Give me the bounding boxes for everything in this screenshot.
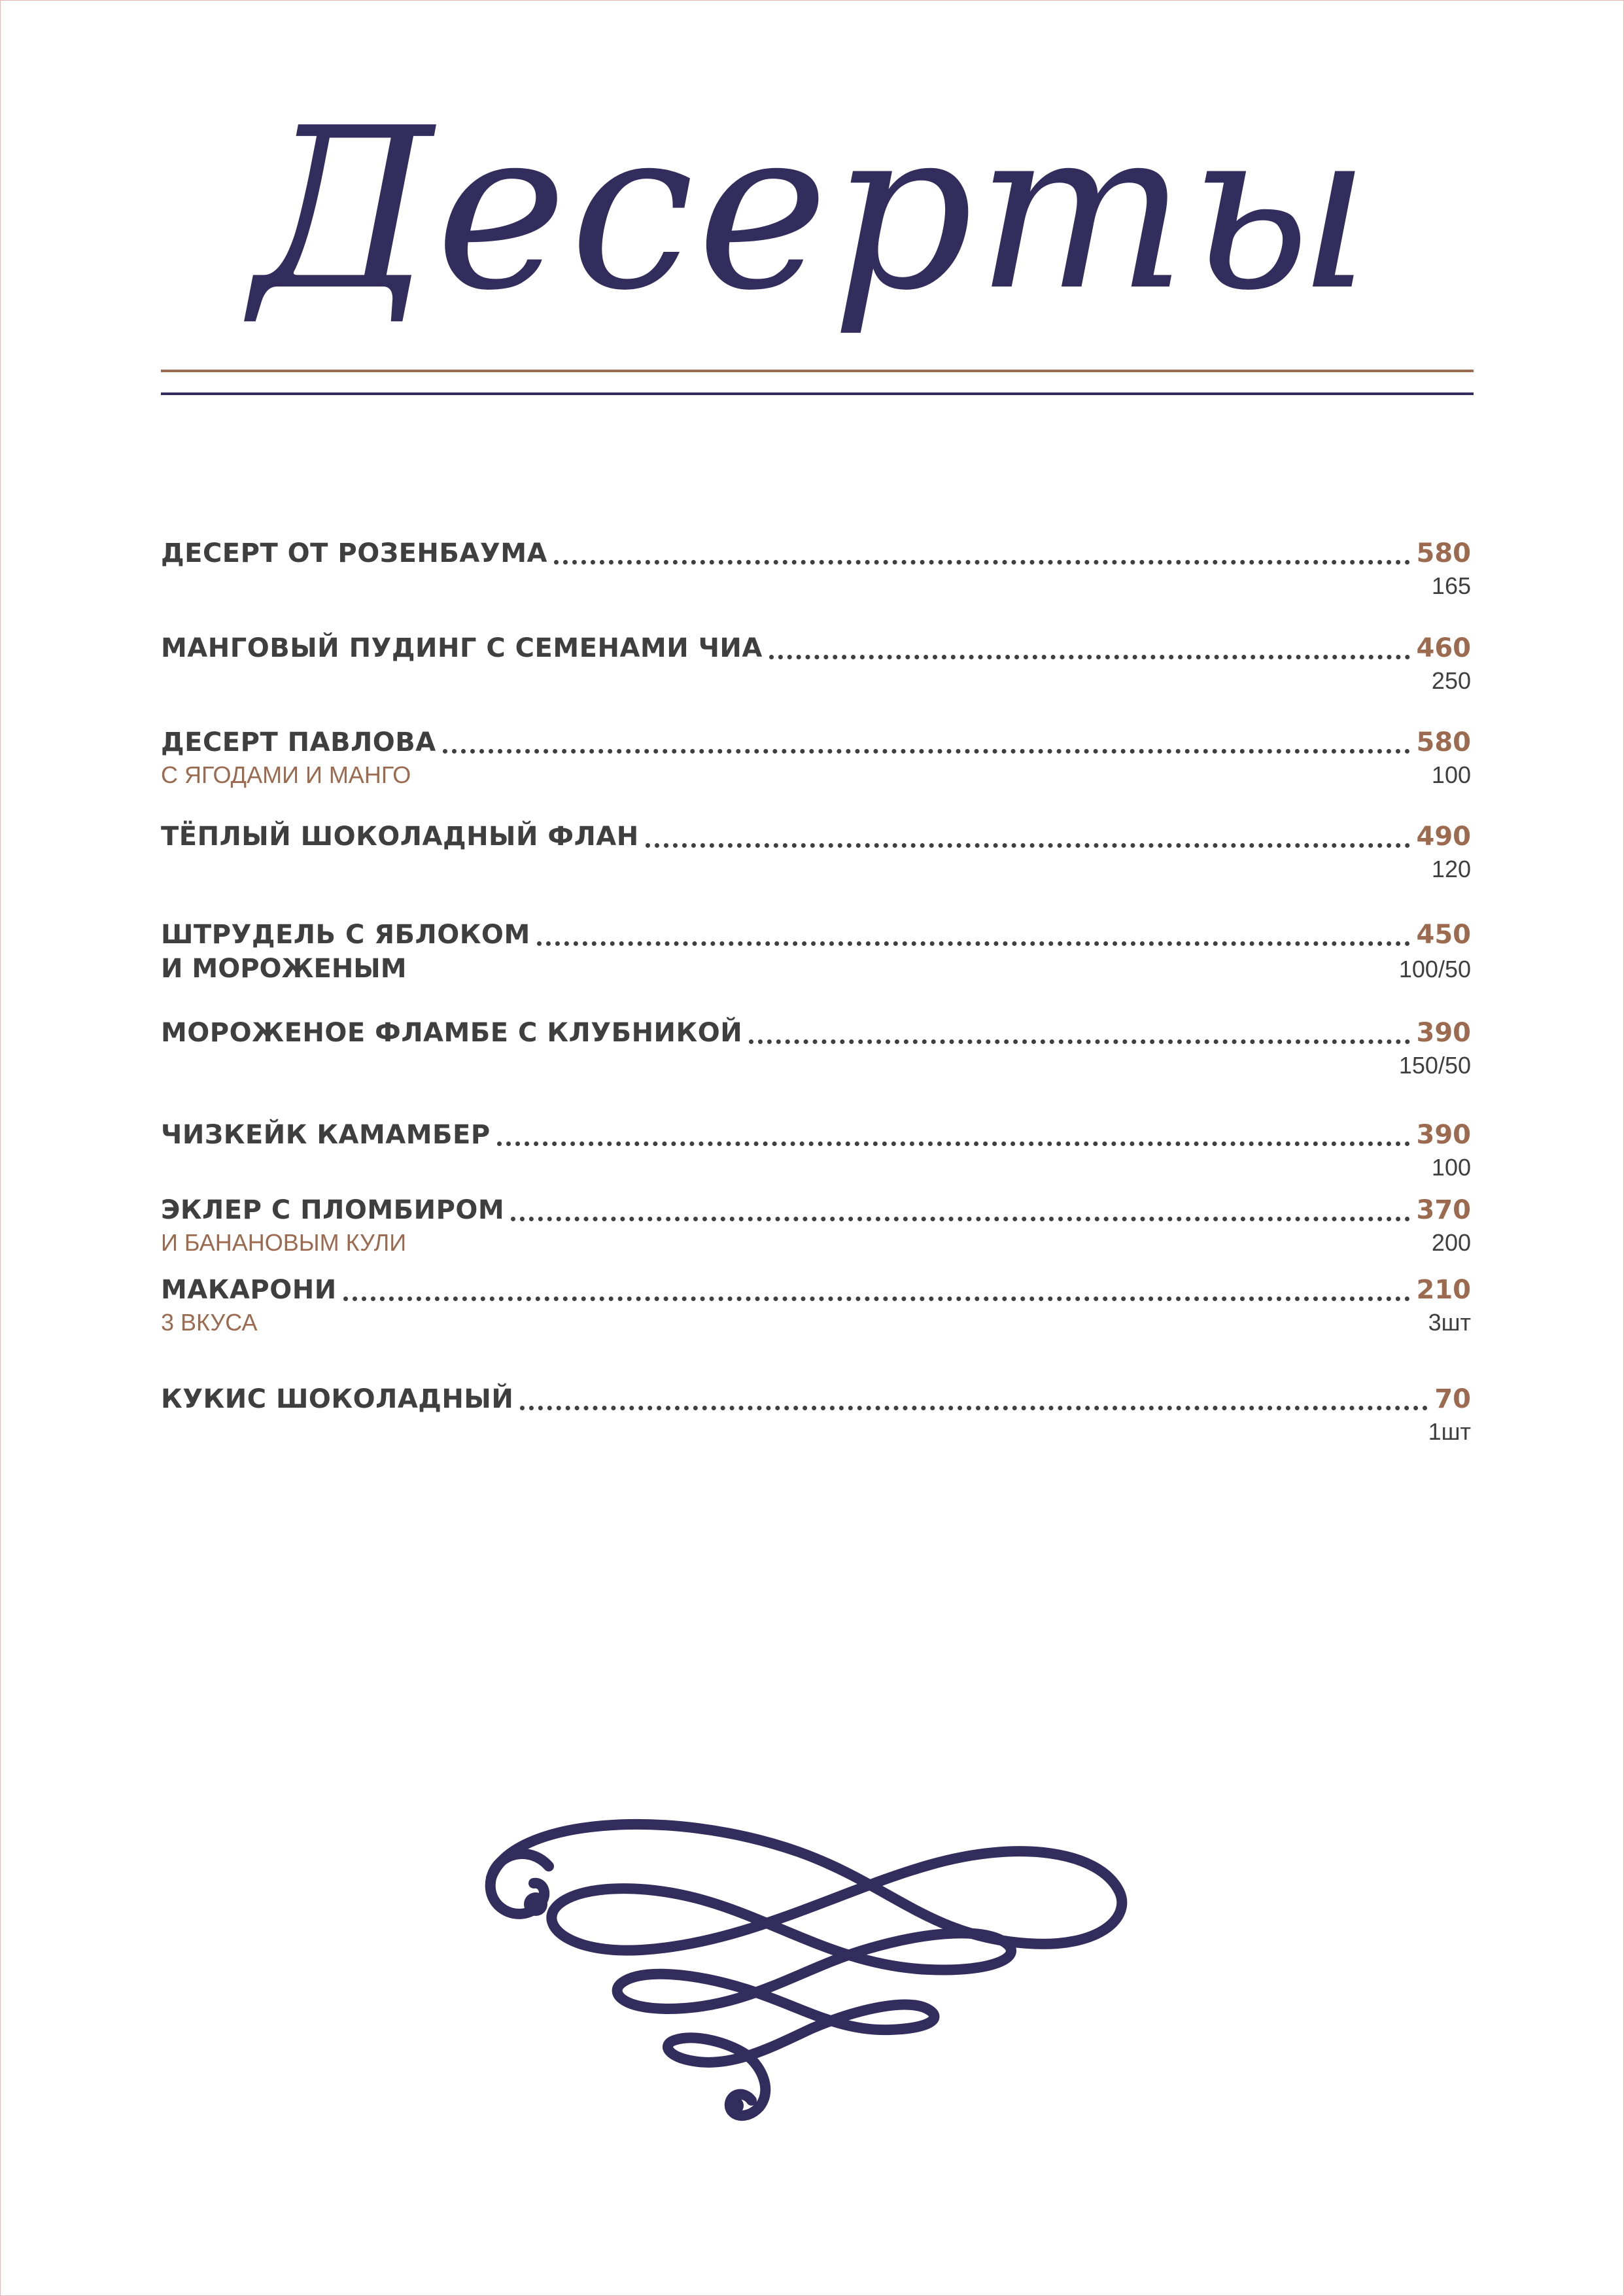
item-price: 580 [1416, 727, 1471, 757]
menu-item [161, 1120, 1471, 1198]
menu-item [161, 822, 1471, 900]
item-weight: 1шт [1428, 1418, 1471, 1445]
leader-dots [497, 1141, 1410, 1146]
menu-item [161, 1018, 1471, 1096]
item-description: И БАНАНОВЫМ КУЛИ [161, 1229, 407, 1256]
item-name: МАНГОВЫЙ ПУДИНГ С СЕМЕНАМИ ЧИА [161, 633, 763, 663]
leader-dots [554, 560, 1410, 565]
menu-item [161, 727, 1471, 806]
item-price: 210 [1416, 1275, 1471, 1305]
item-name: ЧИЗКЕЙК КАМАМБЕР [161, 1120, 491, 1150]
leader-dots [646, 843, 1410, 848]
item-price: 460 [1416, 633, 1471, 663]
item-name: КУКИС ШОКОЛАДНЫЙ [161, 1384, 514, 1414]
leader-dots [749, 1039, 1409, 1044]
menu-item [161, 1195, 1471, 1274]
leader-dots [520, 1406, 1428, 1410]
leader-dots [769, 655, 1410, 659]
item-weight: 150/50 [1398, 1052, 1471, 1079]
item-name: ЭКЛЕР С ПЛОМБИРОМ [161, 1195, 505, 1225]
item-name: ТЁПЛЫЙ ШОКОЛАДНЫЙ ФЛАН [161, 822, 639, 852]
item-price: 70 [1434, 1384, 1471, 1414]
item-price: 390 [1416, 1120, 1471, 1150]
item-weight: 120 [1431, 856, 1471, 882]
item-price: 490 [1416, 822, 1471, 852]
item-weight: 165 [1431, 572, 1471, 599]
item-name: ДЕСЕРТ ПАВЛОВА [161, 727, 436, 757]
leader-dots [343, 1296, 1410, 1301]
menu-item [161, 538, 1471, 617]
leader-dots [443, 749, 1410, 754]
menu-item [161, 633, 1471, 712]
item-price: 450 [1416, 920, 1471, 950]
item-name: МАКАРОНИ [161, 1275, 337, 1305]
title-rule-bottom [161, 392, 1474, 395]
title-rule-top [161, 370, 1474, 372]
menu-item [161, 920, 1471, 998]
item-name: ШТРУДЕЛЬ С ЯБЛОКОМ [161, 920, 530, 950]
item-price: 580 [1416, 538, 1471, 568]
page-title: Десерты [252, 80, 1373, 339]
item-weight: 100 [1431, 761, 1471, 788]
item-description: 3 ВКУСА [161, 1309, 258, 1336]
menu-item [161, 1384, 1471, 1463]
menu-item [161, 1275, 1471, 1353]
item-weight: 250 [1431, 667, 1471, 694]
flourish-ornament-icon [472, 1793, 1152, 2159]
leader-dots [537, 941, 1410, 946]
item-weight: 100/50 [1398, 956, 1471, 983]
item-name-continuation: И МОРОЖЕНЫМ [161, 954, 407, 984]
item-price: 390 [1416, 1018, 1471, 1048]
item-weight: 3шт [1428, 1309, 1471, 1336]
item-name: ДЕСЕРТ ОТ РОЗЕНБАУМА [161, 538, 547, 568]
item-weight: 200 [1431, 1229, 1471, 1256]
item-description: С ЯГОДАМИ И МАНГО [161, 761, 411, 788]
leader-dots [511, 1217, 1409, 1221]
item-name: МОРОЖЕНОЕ ФЛАМБЕ С КЛУБНИКОЙ [161, 1018, 743, 1048]
item-weight: 100 [1431, 1154, 1471, 1181]
item-price: 370 [1416, 1195, 1471, 1225]
